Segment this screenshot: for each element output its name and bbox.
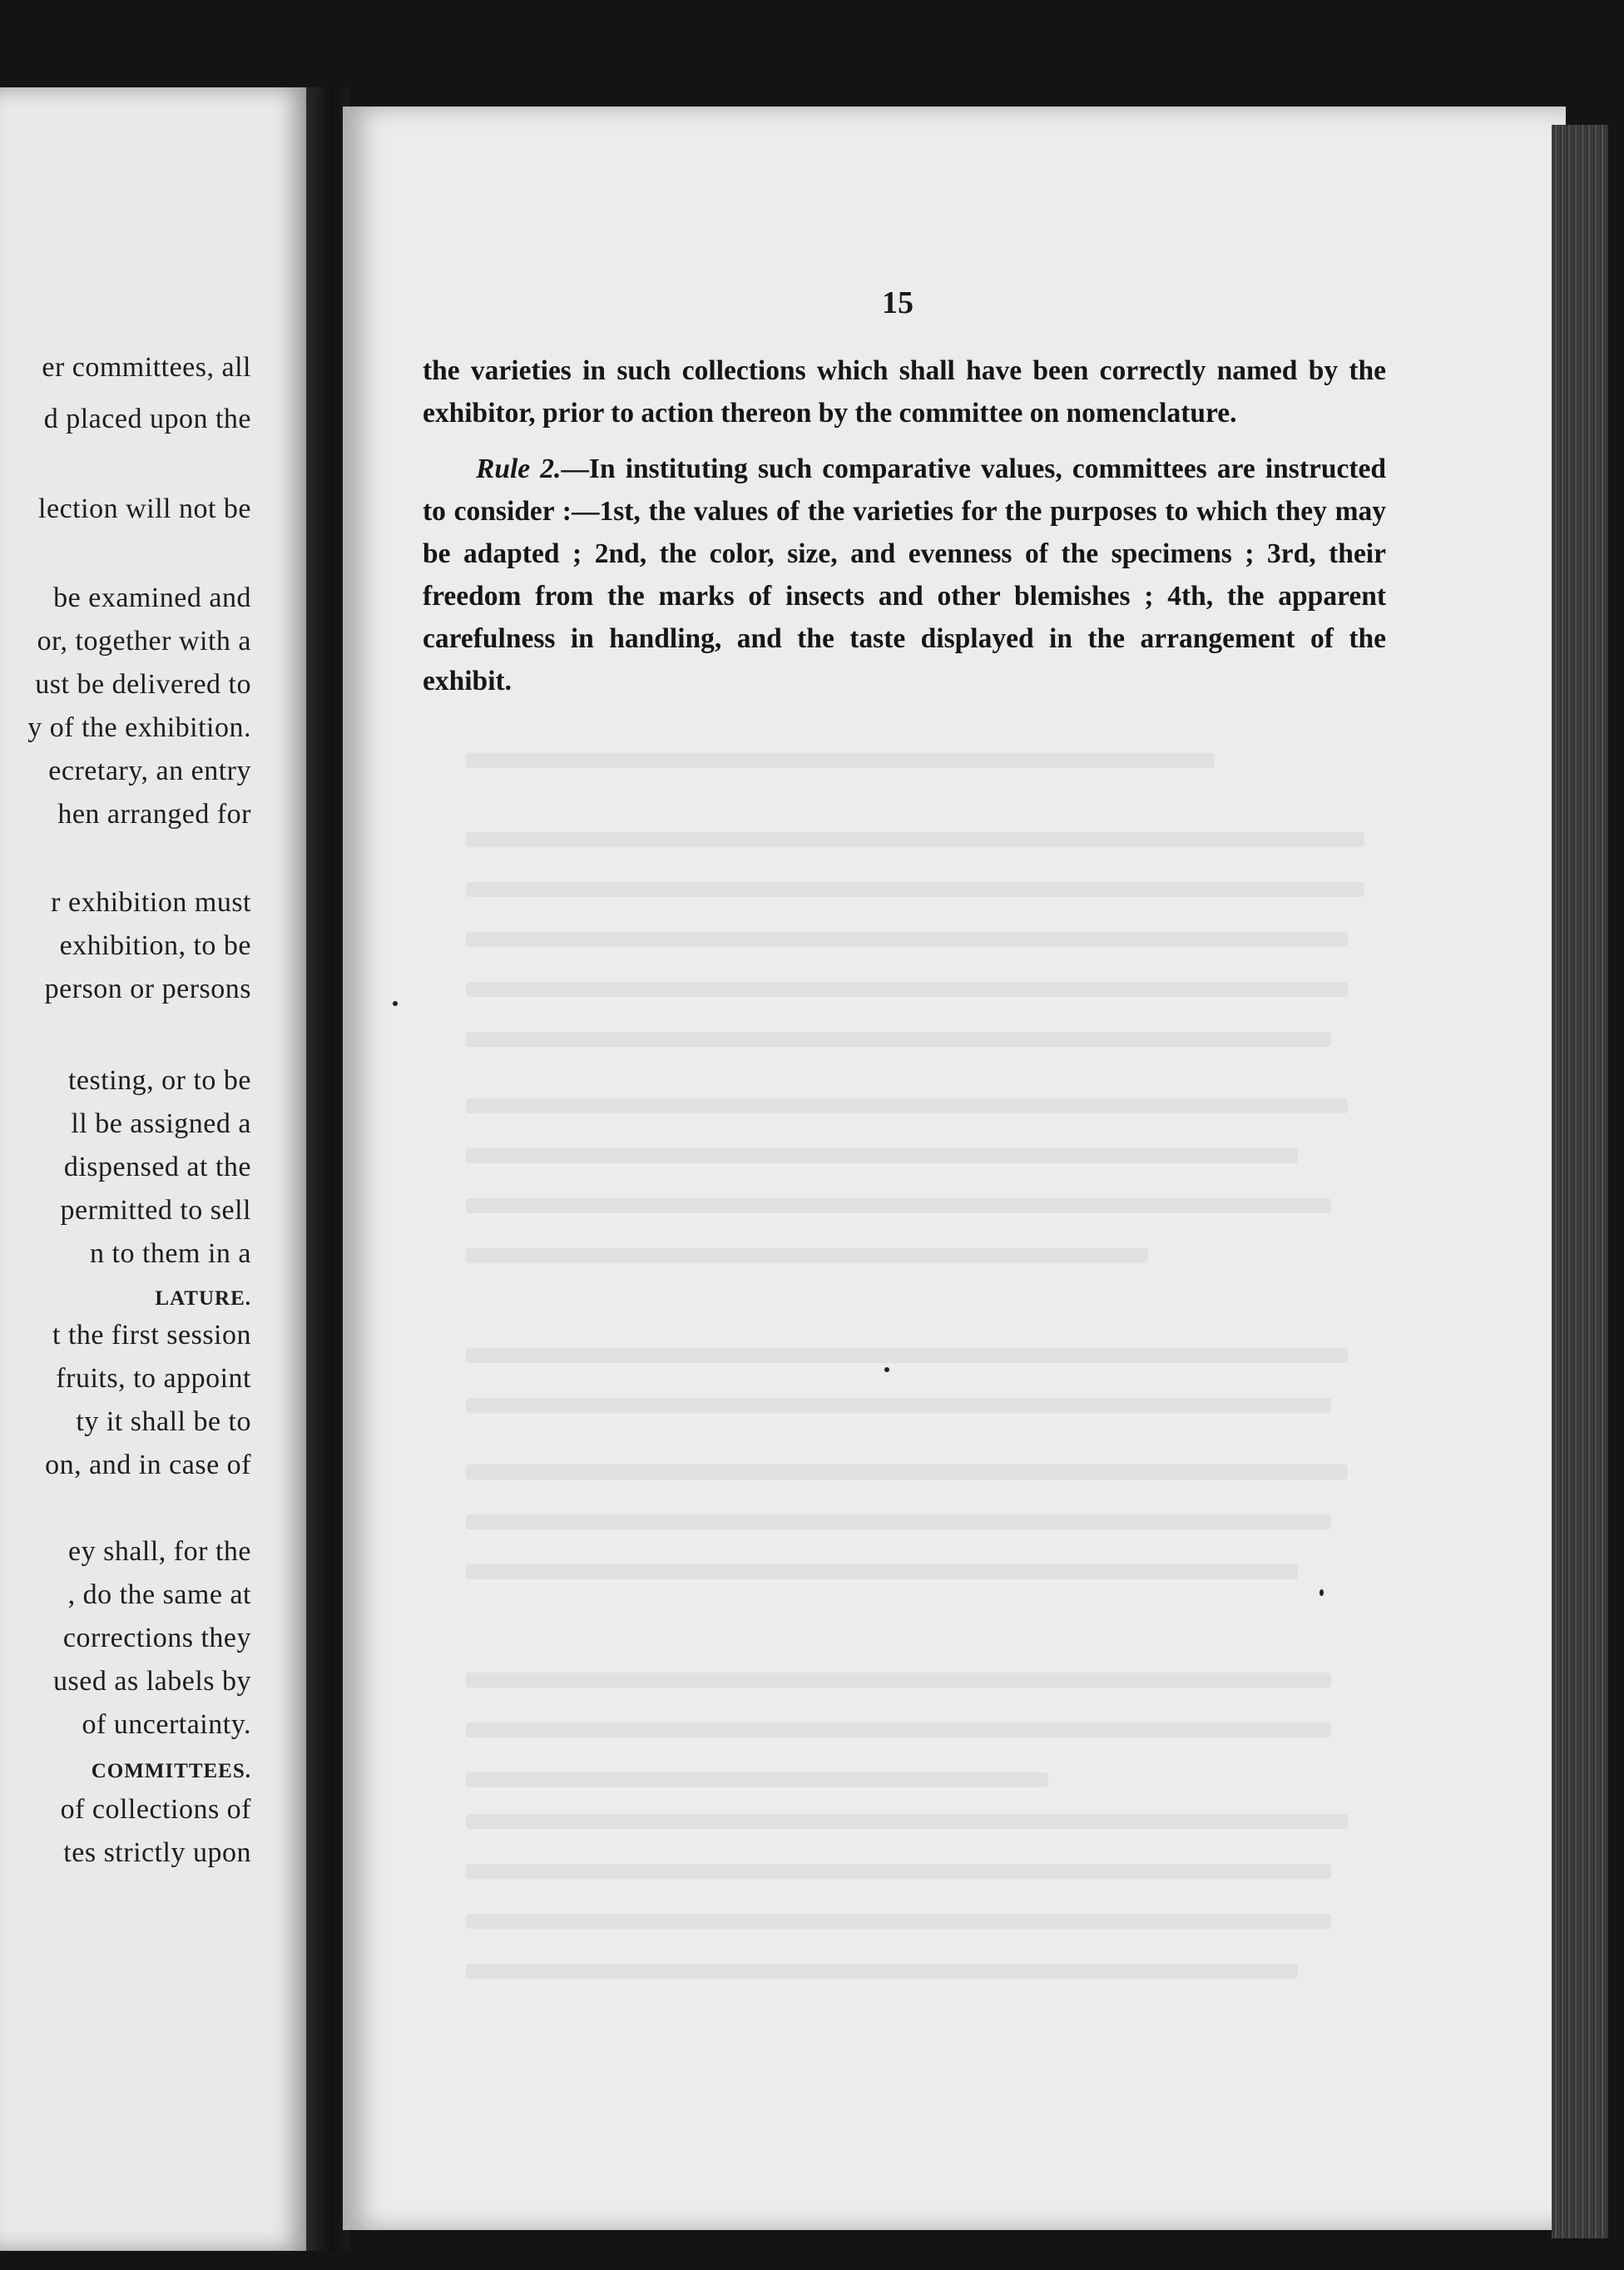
show-through-line xyxy=(466,1248,1148,1263)
left-section-heading: COMMITTEES. xyxy=(91,1760,251,1782)
left-text-line: ty it shall be to xyxy=(76,1406,251,1437)
show-through-line xyxy=(466,1864,1331,1879)
show-through-line xyxy=(466,1964,1298,1979)
left-section-heading: LATURE. xyxy=(155,1287,251,1310)
show-through-line xyxy=(466,1032,1331,1047)
left-text-line: used as labels by xyxy=(53,1666,251,1697)
show-through-line xyxy=(466,1722,1331,1737)
left-text-line: d placed upon the xyxy=(43,404,251,434)
dust-speck xyxy=(884,1367,889,1372)
left-text-line: er committees, all xyxy=(42,352,251,383)
show-through-line xyxy=(466,1198,1331,1213)
page-body xyxy=(423,349,1386,702)
left-text-line: n to them in a xyxy=(90,1238,251,1269)
left-text-line: fruits, to appoint xyxy=(56,1363,251,1394)
left-text-line: hen arranged for xyxy=(57,799,251,830)
show-through-line xyxy=(466,753,1215,768)
show-through-line xyxy=(466,832,1364,847)
rule-2-text: —In instituting such comparative values, committees are instructed to consider :—1st, the values of the varieties for the purposes to which they may be adapted ; 2nd, the color, size, and evenness of the specimens ; 3rd, their freedom from the marks of insects and other blemishes ; 4th, the apparent carefulness in handling, and the taste displayed in the arrangement of the exhibit. xyxy=(423,454,1386,696)
left-text-line: corrections they xyxy=(62,1623,251,1653)
show-through-line xyxy=(466,1398,1331,1413)
left-text-line: ey shall, for the xyxy=(68,1536,251,1567)
left-text-line: ust be delivered to xyxy=(35,669,251,700)
rule-label: Rule 2. xyxy=(476,454,562,484)
show-through-line xyxy=(466,1673,1331,1688)
paragraph-continuation: the varieties in such collections which shall have been correctly named by the exhibitor, prior to action thereon by the committee on nomenclature. xyxy=(423,355,1386,429)
left-text-line: of collections of xyxy=(60,1794,251,1825)
show-through-line xyxy=(466,882,1364,897)
left-text-line: y of the exhibition. xyxy=(27,712,251,743)
show-through-line xyxy=(466,1148,1298,1163)
left-text-line: on, and in case of xyxy=(45,1450,251,1480)
left-page xyxy=(0,87,309,2251)
left-text-line: ecretary, an entry xyxy=(48,756,251,786)
left-text-line: permitted to sell xyxy=(60,1195,251,1226)
left-text-line: t the first session xyxy=(52,1320,251,1351)
paragraph-rule-2 xyxy=(423,448,1386,702)
left-text-line: be examined and xyxy=(53,582,251,613)
left-text-line: dispensed at the xyxy=(63,1152,251,1182)
show-through-line xyxy=(466,1772,1048,1787)
left-text-line: testing, or to be xyxy=(67,1065,251,1096)
show-through-line xyxy=(466,932,1348,947)
show-through-line xyxy=(466,1514,1331,1529)
left-text-line: exhibition, to be xyxy=(59,930,251,961)
left-text-line: , do the same at xyxy=(67,1579,251,1610)
show-through-line xyxy=(466,982,1348,997)
show-through-line xyxy=(466,1814,1348,1829)
left-text-line: person or persons xyxy=(44,974,251,1004)
left-text-line: of uncertainty. xyxy=(82,1709,251,1740)
show-through-line xyxy=(466,1348,1348,1363)
page-edges xyxy=(1552,125,1608,2238)
show-through-line xyxy=(466,1098,1348,1113)
show-through-line xyxy=(466,1564,1298,1579)
page-number: 15 xyxy=(882,285,914,320)
left-text-line: or, together with a xyxy=(37,626,251,657)
left-text-line: tes strictly upon xyxy=(63,1837,251,1868)
dust-speck xyxy=(1320,1589,1324,1596)
show-through-line xyxy=(466,1914,1331,1929)
show-through-line xyxy=(466,1465,1348,1479)
left-text-line: ll be assigned a xyxy=(71,1108,251,1139)
dust-speck xyxy=(393,1001,398,1006)
left-text-line: lection will not be xyxy=(38,493,251,524)
left-text-line: r exhibition must xyxy=(51,887,251,918)
